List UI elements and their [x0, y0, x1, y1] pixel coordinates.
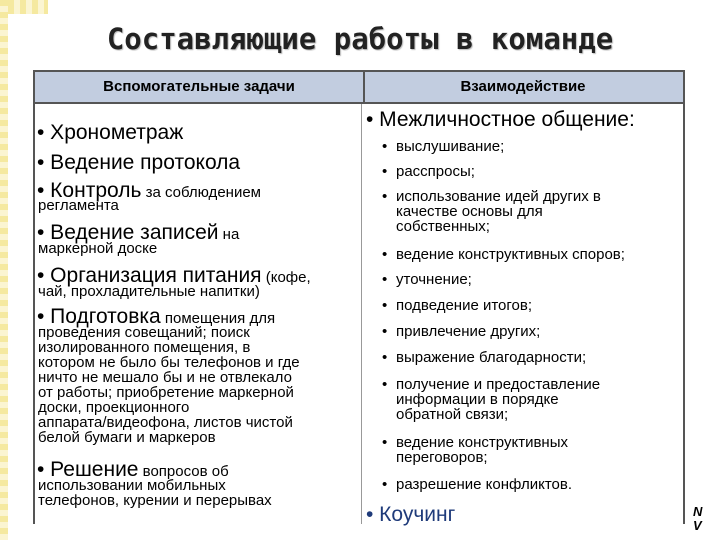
left-item-preparation-cont-5: от работы; приобретение маркерной	[38, 384, 294, 401]
right-bullet-negotiations	[382, 434, 568, 451]
right-bullet-text: расспросы;	[396, 163, 475, 180]
bullet-icon: •	[382, 297, 388, 314]
left-item-catering-title: • Организация питания	[37, 264, 262, 287]
right-bullet-clarify	[382, 271, 472, 288]
decorative-stripe-left	[0, 0, 8, 540]
left-item-preparation-cont-6: доски, проекционного	[38, 399, 190, 416]
header-left: Вспомогательные задачи	[103, 78, 295, 95]
left-item-decision-text: вопросов об	[138, 463, 229, 480]
left-item-preparation-text: помещения для	[160, 310, 276, 327]
left-item-preparation-cont-4: ничто не мешало бы и не отвлекало	[38, 369, 292, 386]
bullet-icon: •	[382, 163, 388, 180]
page-title: Составляющие работы в команде	[106, 22, 614, 56]
right-bullet-conflicts	[382, 476, 573, 493]
column-divider	[361, 104, 362, 524]
right-bullet-text: уточнение;	[396, 271, 472, 288]
right-bullet-text: привлечение других;	[396, 323, 541, 340]
decorative-stripe-top	[8, 0, 48, 14]
bullet-icon: •	[382, 138, 388, 155]
left-item-preparation-cont-2: изолированного помещения, в	[38, 339, 251, 356]
left-item-preparation-title: • Подготовка	[37, 305, 161, 328]
corner-watermark	[693, 505, 702, 533]
corner-letter-2: V	[693, 518, 702, 533]
right-bullet-text: выслушивание;	[396, 138, 505, 155]
left-item-minutes: • Ведение протокола	[37, 151, 241, 174]
right-bullet-feedback-cont-1: информации в порядке	[396, 391, 559, 408]
right-bullet-text: разрешение конфликтов.	[396, 476, 573, 493]
right-bullet-involve	[382, 323, 541, 340]
left-item-decision-cont-1: использовании мобильных	[38, 477, 226, 494]
right-bullet-ideas	[382, 188, 601, 205]
left-item-decision-cont-2: телефонов, курении и перерывах	[38, 492, 272, 509]
bullet-icon: •	[382, 376, 388, 393]
right-bullet-text: подведение итогов;	[396, 297, 533, 314]
left-item-records-title: • Ведение записей	[37, 221, 219, 244]
left-item-timing: • Хронометраж	[37, 121, 184, 144]
right-bullet-text: получение и предоставление	[396, 376, 601, 393]
right-bullet-questions	[382, 163, 475, 180]
right-bullet-summary	[382, 297, 533, 314]
right-bullet-text: ведение конструктивных	[396, 434, 568, 451]
left-item-records-text: на	[218, 226, 240, 243]
left-item-decision-title: • Решение	[37, 458, 139, 481]
bullet-icon: •	[382, 434, 388, 451]
left-item-records-cont: маркерной доске	[38, 240, 158, 257]
right-bullet-negotiations-cont: переговоров;	[396, 449, 488, 466]
left-item-preparation-cont-8: белой бумаги и маркеров	[38, 429, 216, 446]
right-bullet-text: выражение благодарности;	[396, 349, 587, 366]
left-item-control-title: • Контроль	[37, 179, 142, 202]
left-item-preparation-cont-1: проведения совещаний; поиск	[38, 324, 250, 341]
corner-letter-1: N	[693, 504, 703, 519]
right-bullet-ideas-cont-2: собственных;	[396, 218, 490, 235]
right-bullet-thanks	[382, 349, 587, 366]
left-item-catering-cont: чай, прохладительные напитки)	[38, 283, 260, 300]
bullet-icon: •	[382, 349, 388, 366]
bullet-icon: •	[382, 476, 388, 493]
left-item-preparation-cont-7: аппарата/видеофона, листов чистой	[38, 414, 293, 431]
right-main-item: • Межличностное общение:	[366, 108, 635, 131]
bullet-icon: •	[382, 271, 388, 288]
right-bullet-disputes	[382, 246, 625, 263]
right-bullet-text: использование идей других в	[396, 188, 601, 205]
bullet-icon: •	[382, 188, 388, 205]
right-bullet-feedback-cont-2: обратной связи;	[396, 406, 509, 423]
right-bullet-listening	[382, 138, 505, 155]
right-bullet-feedback	[382, 376, 601, 393]
header-right: Взаимодействие	[460, 78, 586, 95]
bullet-icon: •	[382, 323, 388, 340]
right-bullet-text: ведение конструктивных споров;	[396, 246, 625, 263]
left-item-control-cont: регламента	[38, 197, 119, 214]
left-item-preparation-cont-3: котором не было бы телефонов и где	[38, 354, 300, 371]
left-item-catering-text: (кофе,	[261, 269, 311, 286]
table-header	[33, 70, 685, 104]
right-bullet-ideas-cont-1: качестве основы для	[396, 203, 543, 220]
coaching-link[interactable]: • Коучинг	[366, 503, 456, 526]
left-item-control-text: за соблюдением	[141, 184, 261, 201]
bullet-icon: •	[382, 246, 388, 263]
